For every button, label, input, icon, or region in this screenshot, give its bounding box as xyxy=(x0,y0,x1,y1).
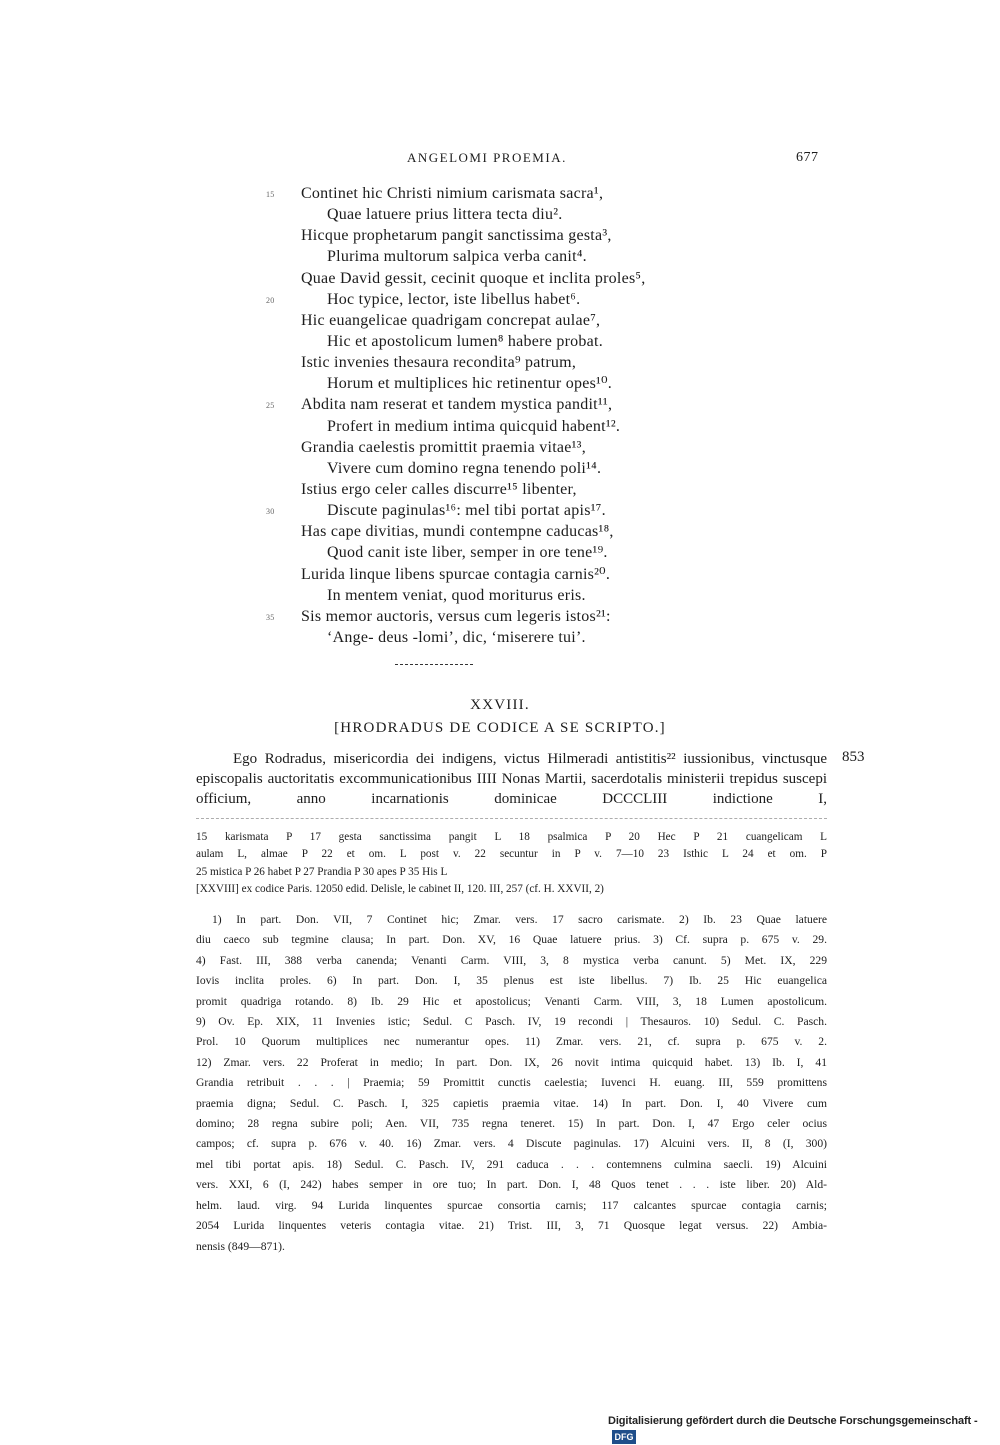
prose-text: Ego Rodradus, misericordia dei indigens, victus Hilmeradi antistitis²² iussionibus, vinctusque episcopalis auctoritatis excommunicationibus IIII Nonas Martii, sacerdotalis ministerii trepidus suscepi officium, anno incarnationis dominicae DCCCLIII indictione I, xyxy=(196,751,827,807)
verse-text: Plurima multorum salpica verba canit⁴. xyxy=(327,248,587,266)
footnotes xyxy=(196,910,827,1257)
footnote-line: promit quadriga rotando. 8) Ib. 29 Hic et apostolicus; Venanti Carm. VIII, 3, 18 Lumen apostolicum. xyxy=(196,994,827,1008)
verse-line xyxy=(0,606,1000,627)
section-title: [HRODRADUS DE CODICE A SE SCRIPTO.] xyxy=(334,720,666,736)
apparatus-line: 25 mistica P 26 habet P 27 Prandia P 30 apes P 35 His L xyxy=(196,865,448,878)
verse-line xyxy=(0,564,1000,585)
verse-line xyxy=(0,416,1000,437)
apparatus-line: [XXVIII] ex codice Paris. 12050 edid. Delisle, le cabinet II, 120. III, 257 (cf. H. XXVII, 2) xyxy=(196,883,604,896)
footnote-line: 12) Zmar. vers. 22 Proferat in medio; In part. Don. IX, 26 novit intima quicquid habet. 13) Ib. I, 41 xyxy=(196,1055,827,1069)
verse-text: Horum et multiplices hic retinentur opes¹⁰. xyxy=(327,375,613,393)
margin-year: 853 xyxy=(842,749,865,765)
footnote-line: campos; cf. supra p. 676 v. 40. 16) Zmar. vers. 4 Discute paginulas. 17) Alcuini vers. II, 8 (I, 300) xyxy=(196,1137,827,1151)
verse-line xyxy=(0,310,1000,331)
verse-line xyxy=(0,627,1000,648)
verse-text: Hicque prophetarum pangit sanctissima gesta³, xyxy=(301,227,612,245)
verse-line xyxy=(0,268,1000,289)
footnote-line: Iovis inclita proles. 6) In part. Don. I, 35 plenus est iste libellus. 7) Ib. 25 Hic euangelica xyxy=(196,974,827,988)
verse-line xyxy=(0,394,1000,415)
footnote-line: Prol. 10 Quorum multiplices nec numerantur opes. 11) Zmar. vers. 21, cf. supra p. 675 v. 2. xyxy=(196,1035,827,1049)
line-number: 20 xyxy=(266,295,275,305)
verse-text: Quae David gessit, cecinit quoque et inclita proles⁵, xyxy=(301,269,646,287)
verse-text: Lurida linque libens spurcae contagia carnis²⁰. xyxy=(301,565,611,583)
verse-text: Vivere cum domino regna tenendo poli¹⁴. xyxy=(327,459,602,477)
verse-line xyxy=(0,289,1000,310)
apparatus-line: 15 karismata P 17 gesta sanctissima pangit L 18 psalmica P 20 Hec P 21 cuangelicam L xyxy=(196,831,827,843)
line-number: 35 xyxy=(266,612,275,622)
footnote-line: Grandia retribuit . . . | Praemia; 59 Promittit cunctis caelestia; Iuvenci H. euang. III, 559 promittens xyxy=(196,1076,827,1090)
verse-line xyxy=(0,373,1000,394)
line-number: 30 xyxy=(266,507,275,517)
verse-line xyxy=(0,331,1000,352)
banner-text: Digitalisierung gefördert durch die Deutsche Forschungsgemeinschaft - xyxy=(608,1415,978,1427)
poem xyxy=(0,183,1000,648)
verse-text: Discute paginulas¹⁶: mel tibi portat apis¹⁷. xyxy=(327,502,606,520)
verse-text: Sis memor auctoris, versus cum legeris istos²¹: xyxy=(301,607,611,625)
verse-line xyxy=(0,225,1000,246)
prose-paragraph xyxy=(196,749,827,809)
running-title: ANGELOMI PROEMIA. xyxy=(407,150,567,165)
section-number: XXVIII. xyxy=(470,697,530,713)
apparatus-rule xyxy=(196,818,827,819)
footnote-line: mel tibi portat apis. 18) Sedul. C. Pasch. IV, 291 caduca . . . contemnens culmina saecli. 19) Alcuini xyxy=(196,1157,827,1171)
footnote-line: diu caeco sub tegmine clausa; In part. Don. XV, 16 Quae latuere prius. 3) Cf. supra p. 675 v. 29. xyxy=(196,933,827,947)
verse-line xyxy=(0,246,1000,267)
verse-line xyxy=(0,500,1000,521)
verse-line xyxy=(0,437,1000,458)
footnote-line: 4) Fast. III, 388 verba canenda; Venanti Carm. VIII, 3, 8 mystica verba canunt. 5) Met. IX, 229 xyxy=(196,953,827,967)
apparatus-line: aulam L, almae P 22 et om. L post v. 22 secuntur in P v. 7—10 23 Isthic L 24 et om. P xyxy=(196,848,827,861)
verse-line xyxy=(0,183,1000,204)
footnote-line: helm. laud. virg. 94 Lurida linquentes spurcae consortia carnis; 117 calcantes spurcae contagia carnis; xyxy=(196,1198,827,1212)
line-number: 15 xyxy=(266,190,275,199)
dfg-logo-icon: DFG xyxy=(612,1430,636,1444)
section-divider xyxy=(395,664,473,665)
footnote-line: 2054 Lurida linquentes veteris contagia vitae. 21) Trist. III, 3, 71 Quosque legat versus. 22) Ambia- xyxy=(196,1219,827,1233)
verse-text: Istic invenies thesaura recondita⁹ patrum, xyxy=(301,354,577,372)
verse-text: Grandia caelestis promittit praemia vitae¹³, xyxy=(301,438,586,456)
verse-text: Profert in medium intima quicquid habent¹². xyxy=(327,417,621,435)
verse-line xyxy=(0,521,1000,542)
footnote-line: nensis (849—871). xyxy=(196,1239,285,1253)
footnote-line: domino; 28 regna subire poli; Aen. VII, 735 regna teneret. 15) In part. Don. I, 47 Ergo celer ocius xyxy=(196,1117,827,1131)
verse-line xyxy=(0,585,1000,606)
line-number: 25 xyxy=(266,401,275,411)
footnote-line: praemia digna; Sedul. C. Pasch. I, 325 capietis praemia vitae. 14) In part. Don. I, 40 Vivere cum xyxy=(196,1096,827,1110)
verse-text: In mentem veniat, quod moriturus eris. xyxy=(327,586,586,604)
verse-text: Quod canit iste liber, semper in ore tene¹⁹. xyxy=(327,544,608,562)
verse-line xyxy=(0,479,1000,500)
verse-line xyxy=(0,542,1000,563)
verse-text: Hoc typice, lector, iste libellus habet⁶. xyxy=(327,290,581,308)
verse-line xyxy=(0,458,1000,479)
verse-text: Has cape divitias, mundi contempne caducas¹⁸, xyxy=(301,523,614,541)
verse-text: Hic euangelicae quadrigam concrepat aulae⁷, xyxy=(301,311,601,329)
footnote-line: 1) In part. Don. VII, 7 Continet hic; Zmar. vers. 17 sacro carismate. 2) Ib. 23 Quae latuere xyxy=(212,913,827,926)
verse-text: Quae latuere prius littera tecta diu². xyxy=(327,206,563,224)
verse-text: Hic et apostolicum lumen⁸ habere probat. xyxy=(327,332,603,350)
dfg-banner[interactable] xyxy=(608,1413,1000,1442)
verse-line xyxy=(0,352,1000,373)
footnote-line: 9) Ov. Ep. XIX, 11 Invenies istic; Sedul. C Pasch. IV, 19 recondi | Thesauros. 10) Sedul. C. Pasch. xyxy=(196,1015,827,1029)
verse-line xyxy=(0,204,1000,225)
verse-text: ‘Ange- deus -lomi’, dic, ‘miserere tui’. xyxy=(327,628,586,646)
page-number: 677 xyxy=(796,150,819,165)
verse-text: Continet hic Christi nimium carismata sacra¹, xyxy=(301,185,604,202)
critical-apparatus xyxy=(196,829,827,899)
verse-text: Abdita nam reserat et tandem mystica pandit¹¹, xyxy=(301,396,613,414)
footnote-line: vers. XXI, 6 (I, 242) habes semper in ore tuo; In part. Don. I, 48 Quos tenet . . . iste liber. 20) Ald- xyxy=(196,1178,827,1192)
verse-text: Istius ergo celer calles discurre¹⁵ libenter, xyxy=(301,480,577,498)
